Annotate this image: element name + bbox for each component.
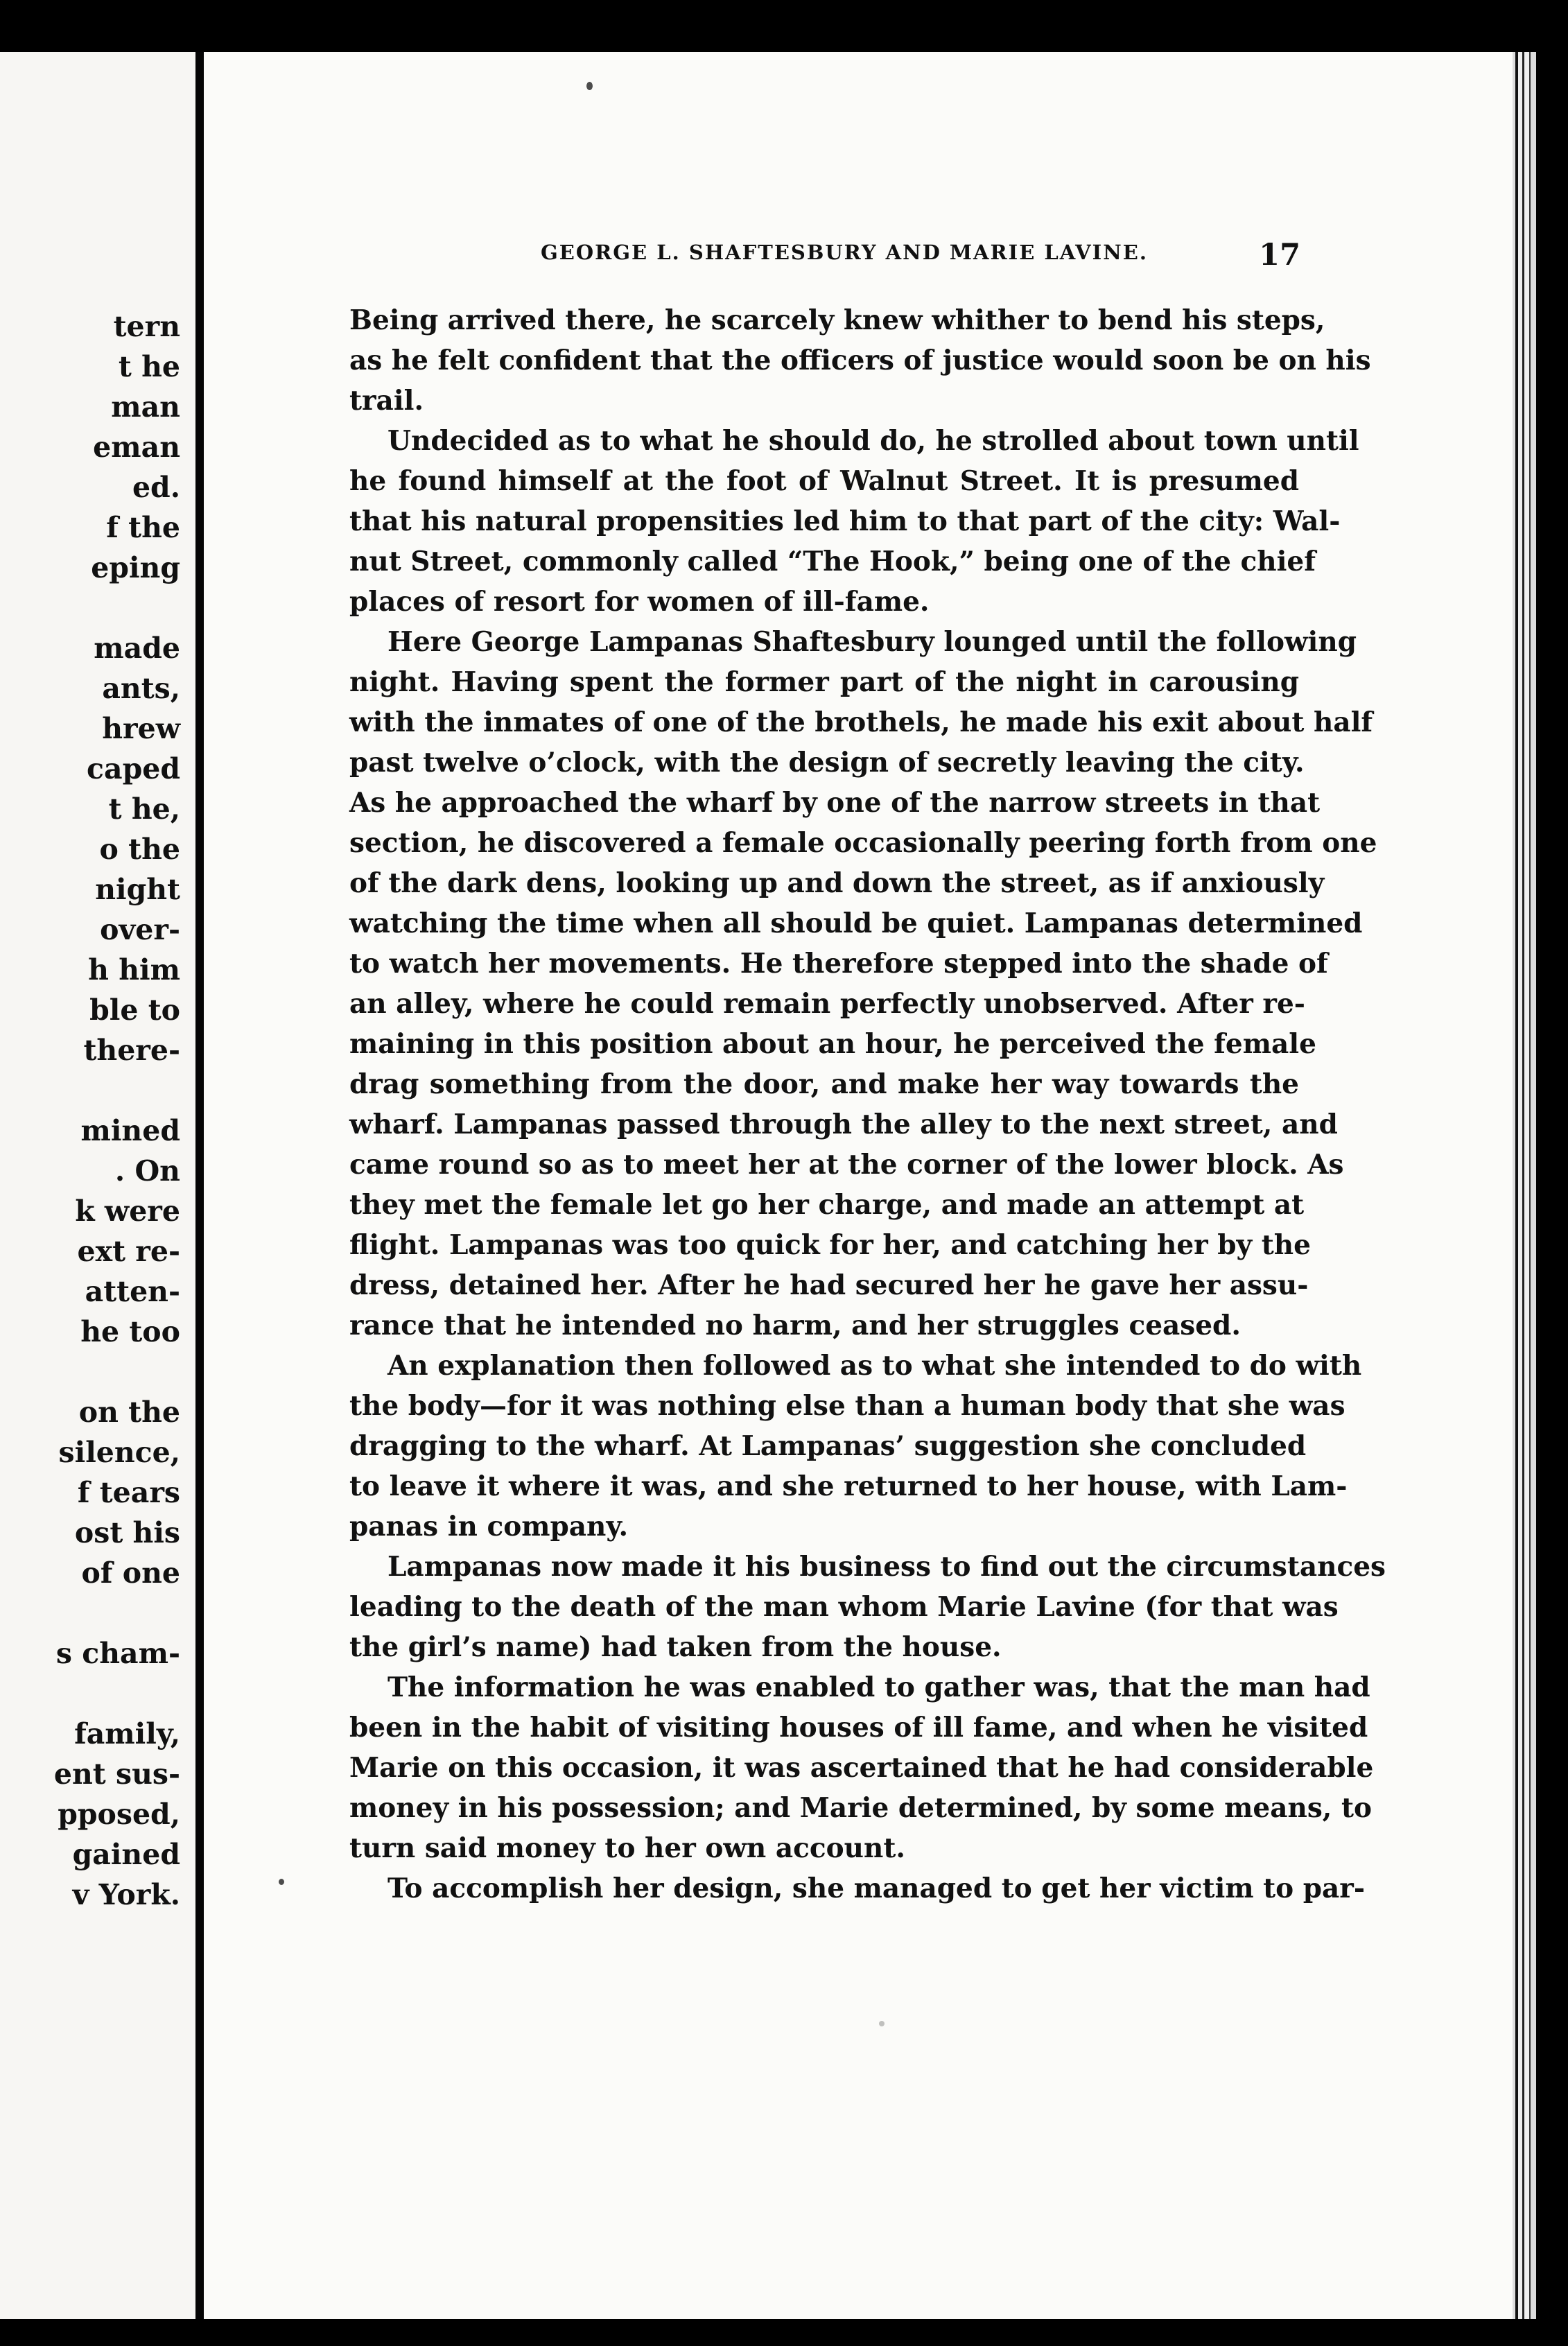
body-line: as he felt confident that the officers of justice would soon be on his (349, 345, 1371, 376)
body-line: Marie on this occasion, it was ascertained that he had considerable (349, 1752, 1374, 1784)
body-line: maining in this position about an hour, he perceived the female (349, 1028, 1316, 1060)
body-line: to watch her movements. He therefore stepped into the shade of (349, 948, 1328, 980)
left-page-line: made (94, 632, 180, 665)
scan-border (0, 2319, 1568, 2346)
body-line: they met the female let go her charge, and made an attempt at (349, 1189, 1305, 1221)
body-line: leading to the death of the man whom Marie Lavine (for that was (349, 1591, 1339, 1623)
body-line: dragging to the wharf. At Lampanas’ suggestion she concluded (349, 1430, 1307, 1462)
body-line: trail. (349, 385, 424, 417)
body-line: came round so as to meet her at the corner of the lower block. As (349, 1149, 1344, 1181)
body-line: watching the time when all should be quiet. Lampanas determined (349, 907, 1363, 939)
left-page-line: atten- (85, 1275, 180, 1308)
left-page-line: eping (91, 551, 180, 584)
body-line: nut Street, commonly called “The Hook,” being one of the chief (349, 546, 1316, 577)
book-gutter (195, 52, 204, 2319)
scan-speck (879, 2021, 885, 2026)
body-line: dress, detained her. After he had secured her he gave her assu- (349, 1269, 1309, 1301)
left-page-line: v York. (72, 1878, 180, 1911)
left-page (0, 52, 195, 2319)
body-line: rance that he intended no harm, and her struggles ceased. (349, 1310, 1241, 1341)
body-line: the girl’s name) had taken from the house. (349, 1631, 1002, 1663)
body-line: section, he discovered a female occasionally peering forth from one (349, 827, 1377, 859)
left-page-line: there- (83, 1034, 180, 1067)
left-page-line: s cham- (55, 1637, 180, 1670)
body-line: To accomplish her design, she managed to get her victim to par- (387, 1873, 1366, 1904)
left-page-line: of one (81, 1556, 180, 1590)
body-line: past twelve o’clock, with the design of secretly leaving the city. (349, 747, 1305, 779)
running-head: GEORGE L. SHAFTESBURY AND MARIE LAVINE. (541, 241, 1148, 264)
body-line: of the dark dens, looking up and down the street, as if anxiously (349, 867, 1325, 899)
left-page-line: ble to (89, 993, 180, 1027)
body-line: drag something from the door, and make her way towards the (349, 1068, 1299, 1100)
body-line: panas in company. (349, 1511, 629, 1543)
body-line: turn said money to her own account. (349, 1832, 905, 1864)
left-page-line: caped (87, 752, 180, 785)
left-page-line: t he (118, 350, 180, 383)
body-line: an alley, where he could remain perfectly unobserved. After re- (349, 988, 1305, 1020)
body-line: to leave it where it was, and she returned to her house, with Lam- (349, 1470, 1348, 1502)
left-page-line: tern (113, 310, 180, 343)
body-line: Here George Lampanas Shaftesbury lounged until the following (387, 626, 1357, 658)
left-page-line: night (95, 873, 180, 906)
body-line: wharf. Lampanas passed through the alley to the next street, and (349, 1109, 1338, 1140)
body-line: he found himself at the foot of Walnut Street. It is presumed (349, 465, 1299, 497)
left-page-line: family, (74, 1717, 180, 1750)
scan-border (1536, 0, 1568, 2346)
left-page-line: over- (100, 913, 180, 946)
left-page-line: eman (93, 431, 180, 464)
left-page-line: ed. (132, 471, 180, 504)
left-page-line: hrew (102, 712, 180, 745)
left-page-line: ants, (102, 672, 180, 705)
left-page-line: t he, (108, 792, 180, 826)
body-line: places of resort for women of ill-fame. (349, 586, 930, 618)
left-page-line: f tears (77, 1476, 180, 1509)
left-page-line: h him (88, 953, 180, 987)
body-line: flight. Lampanas was too quick for her, and catching her by the (349, 1229, 1311, 1261)
left-page-line: man (111, 390, 180, 424)
page-header (302, 238, 1300, 272)
left-page-line: f the (106, 511, 180, 544)
left-page-line: pposed, (58, 1798, 180, 1831)
body-line: the body—for it was nothing else than a human body that she was (349, 1390, 1345, 1422)
left-page-line: mined (80, 1114, 180, 1147)
left-page-line: he too (80, 1315, 180, 1348)
scan-speck (586, 82, 593, 90)
left-page-line: ent sus- (53, 1757, 180, 1791)
body-line: Being arrived there, he scarcely knew whither to bend his steps, (349, 304, 1325, 336)
body-line: Lampanas now made it his business to find out the circumstances (387, 1551, 1386, 1583)
body-line: night. Having spent the former part of the night in carousing (349, 666, 1299, 698)
left-page-line: . On (114, 1154, 180, 1188)
left-page-line: on the (78, 1396, 180, 1429)
body-line: been in the habit of visiting houses of ill fame, and when he visited (349, 1712, 1368, 1744)
body-line: money in his possession; and Marie determined, by some means, to (349, 1792, 1372, 1824)
body-line: An explanation then followed as to what she intended to do with (387, 1350, 1362, 1382)
body-line: that his natural propensities led him to that part of the city: Wal- (349, 505, 1341, 537)
left-page-line: k were (75, 1194, 180, 1228)
body-line: Undecided as to what he should do, he strolled about town until (387, 425, 1359, 457)
left-page-line: silence, (58, 1436, 180, 1469)
page-number: 17 (1259, 238, 1300, 272)
body-line: As he approached the wharf by one of the narrow streets in that (349, 787, 1321, 819)
left-page-line: o the (99, 833, 180, 866)
left-page-line: ost his (74, 1516, 180, 1549)
left-page-line: ext re- (77, 1235, 180, 1268)
body-line: The information he was enabled to gather was, that the man had (387, 1671, 1370, 1703)
body-line: with the inmates of one of the brothels, he made his exit about half (349, 706, 1373, 738)
page-edge (1513, 52, 1536, 2319)
left-page-line: gained (72, 1838, 180, 1871)
scan-speck (279, 1879, 284, 1885)
